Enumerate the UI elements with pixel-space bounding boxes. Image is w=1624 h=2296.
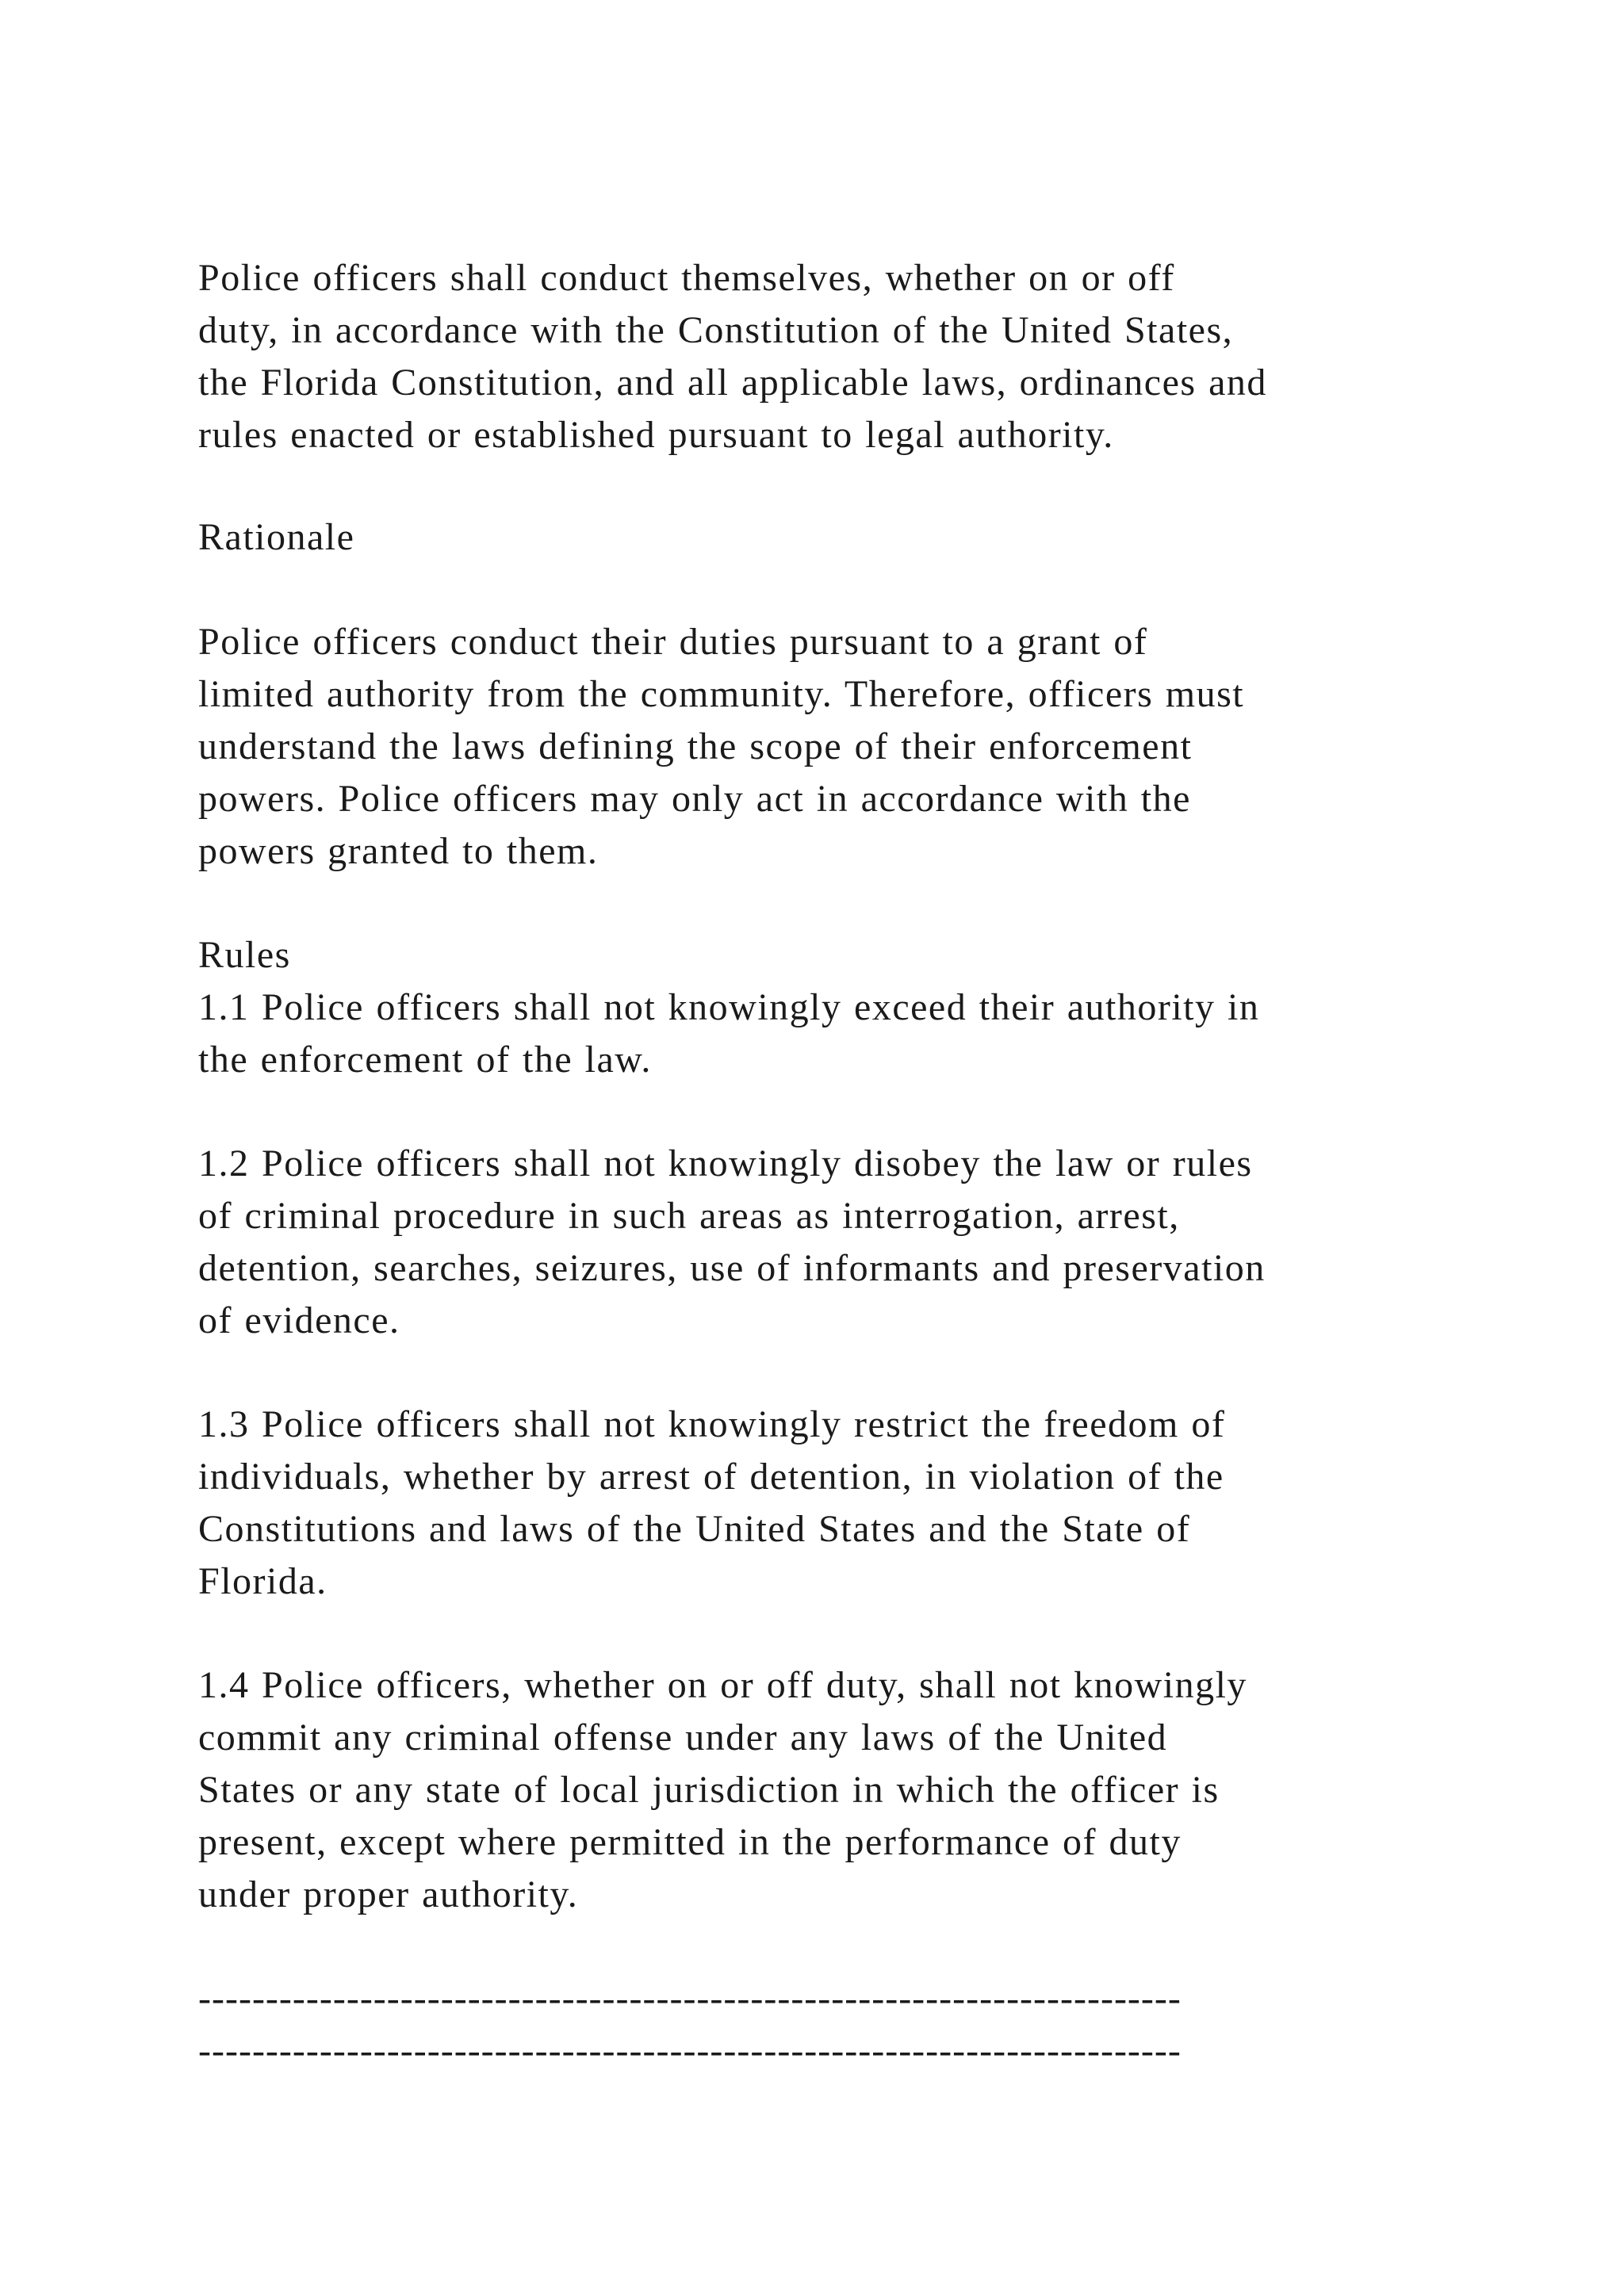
rule-1-4-line: commit any criminal offense under any laws of the United [198,1716,1168,1758]
rule-1-4-line: present, except where permitted in the performance of duty [198,1821,1182,1863]
rule-1-3-line: Constitutions and laws of the United States and the State of [198,1508,1191,1550]
rule-1-4-line: 1.4 Police officers, whether on or off duty, shall not knowingly [198,1664,1247,1706]
rule-1-4 [198,1659,1467,1921]
rule-1-2-line: detention, searches, seizures, use of informants and preservation [198,1247,1266,1289]
rationale-heading-text: Rationale [198,516,355,558]
rationale-line: powers. Police officers may only act in accordance with the [198,778,1191,820]
rationale-paragraph [198,616,1467,878]
rule-1-2 [198,1138,1467,1347]
separator-line: ------------------------------------------------------------------------- [198,1977,1182,2019]
intro-line: Police officers shall conduct themselves, whether on or off [198,257,1175,299]
rules-heading: Rules [198,934,291,976]
rule-1-2-line: 1.2 Police officers shall not knowingly disobey the law or rules [198,1142,1253,1184]
rule-1-1-line: 1.1 Police officers shall not knowingly exceed their authority in [198,986,1260,1028]
rule-1-2-line: of evidence. [198,1299,400,1341]
rule-1-1-line: the enforcement of the law. [198,1039,652,1081]
rationale-line: Police officers conduct their duties pursuant to a grant of [198,621,1148,663]
separator-line: ------------------------------------------------------------------------- [198,2030,1182,2072]
rule-1-3-line: 1.3 Police officers shall not knowingly restrict the freedom of [198,1403,1226,1445]
intro-line: the Florida Constitution, and all applicable laws, ordinances and [198,362,1267,404]
rule-1-3-line: individuals, whether by arrest of detention, in violation of the [198,1456,1224,1498]
rule-1-3 [198,1399,1467,1608]
intro-line: duty, in accordance with the Constitution of the United States, [198,309,1234,351]
intro-paragraph [198,252,1467,461]
rule-1-4-line: States or any state of local jurisdiction in which the officer is [198,1769,1220,1811]
rationale-line: understand the laws defining the scope of their enforcement [198,725,1193,767]
rule-1-3-line: Florida. [198,1560,327,1602]
rationale-line: limited authority from the community. Therefore, officers must [198,673,1245,715]
rationale-line: powers granted to them. [198,830,599,872]
rationale-heading [198,511,1467,564]
rules-section [198,929,1467,1086]
intro-line: rules enacted or established pursuant to legal authority. [198,414,1114,456]
separator [198,1973,1467,2077]
rule-1-2-line: of criminal procedure in such areas as interrogation, arrest, [198,1195,1180,1237]
rule-1-4-line: under proper authority. [198,1873,579,1915]
